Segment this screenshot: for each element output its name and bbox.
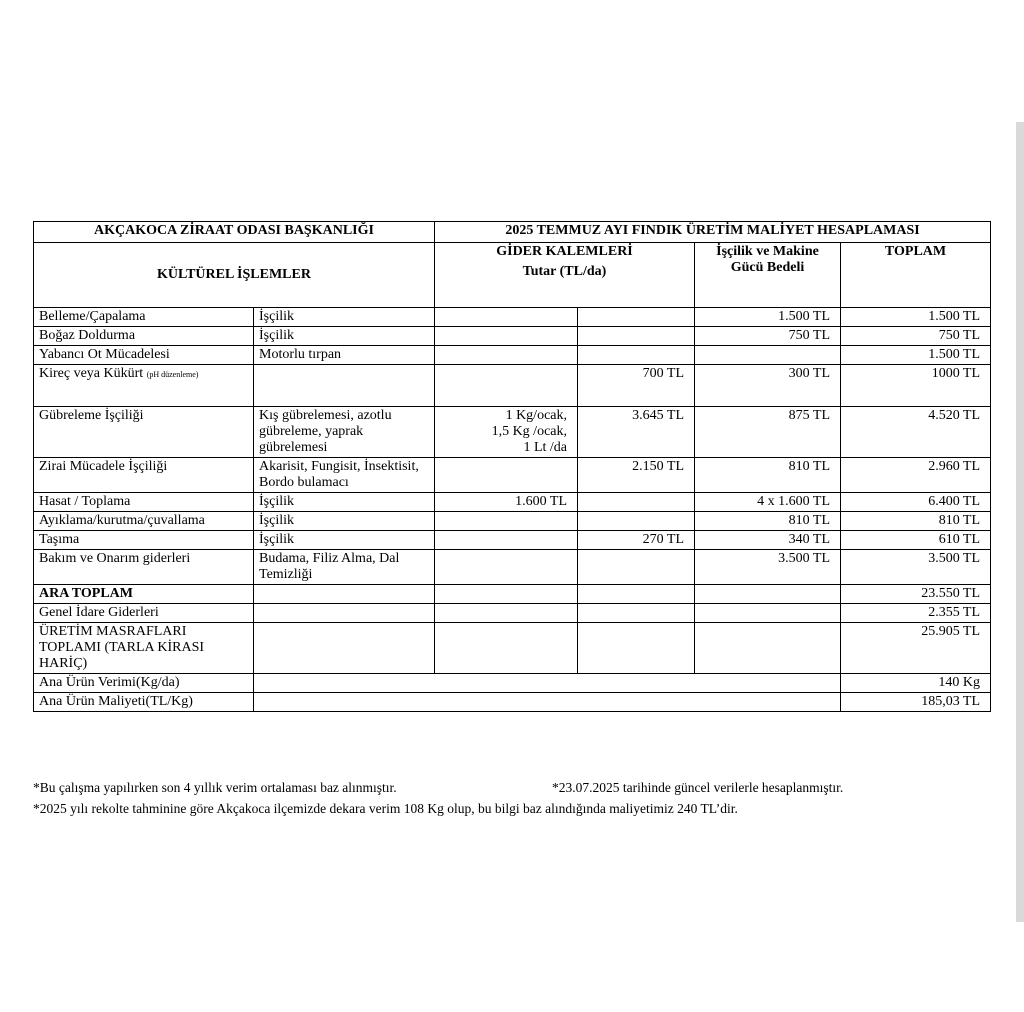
- labor-cell: 810 TL: [695, 512, 841, 531]
- subtotal-row: [34, 585, 991, 604]
- amount-cell: [578, 493, 695, 512]
- total-cell: 6.400 TL: [841, 493, 991, 512]
- qty-cell: [435, 512, 578, 531]
- desc-cell: [254, 365, 435, 407]
- table-row: [34, 346, 991, 365]
- production-row: [34, 623, 991, 674]
- total-cell: 610 TL: [841, 531, 991, 550]
- op-cell: Taşıma: [34, 531, 254, 550]
- qty-line: 1 Kg/ocak,: [505, 408, 567, 423]
- op-cell: Hasat / Toplama: [34, 493, 254, 512]
- table-row: [34, 458, 991, 493]
- op-text: Kireç veya Kükürt: [39, 366, 144, 381]
- total-cell: 1.500 TL: [841, 308, 991, 327]
- cost-table: [33, 221, 991, 712]
- op-cell: Belleme/Çapalama: [34, 308, 254, 327]
- amount-cell: [578, 550, 695, 585]
- total-cell: 4.520 TL: [841, 407, 991, 458]
- total-cell: 1000 TL: [841, 365, 991, 407]
- table-row: [34, 512, 991, 531]
- admin-value: 2.355 TL: [841, 604, 991, 623]
- desc-cell: Kış gübrelemesi, azotlu gübreleme, yaprak gübrelemesi: [254, 407, 435, 458]
- yield-label: Ana Ürün Verimi(Kg/da): [34, 674, 254, 693]
- yield-row: [34, 674, 991, 693]
- total-cell: 3.500 TL: [841, 550, 991, 585]
- admin-label: Genel İdare Giderleri: [34, 604, 254, 623]
- qty-cell: [435, 346, 578, 365]
- labor-cell: 300 TL: [695, 365, 841, 407]
- expense-header: [435, 243, 695, 308]
- amount-cell: 2.150 TL: [578, 458, 695, 493]
- cost-row: [34, 693, 991, 712]
- empty-cell: [435, 604, 578, 623]
- qty-cell: [435, 308, 578, 327]
- empty-cell: [254, 674, 841, 693]
- labor-cell: 750 TL: [695, 327, 841, 346]
- column-header-row: [34, 243, 991, 308]
- op-cell: Gübreleme İşçiliği: [34, 407, 254, 458]
- desc-cell: İşçilik: [254, 493, 435, 512]
- empty-cell: [254, 604, 435, 623]
- production-label: ÜRETİM MASRAFLARI TOPLAMI (TARLA KİRASI HARİÇ): [34, 623, 254, 674]
- expense-label: GİDER KALEMLERİ: [496, 244, 633, 259]
- cost-value: 185,03 TL: [841, 693, 991, 712]
- footnote-date: *23.07.2025 tarihinde güncel verilerle hesaplanmıştır.: [552, 780, 844, 795]
- empty-cell: [435, 623, 578, 674]
- table-row: [34, 327, 991, 346]
- qty-cell: [435, 458, 578, 493]
- qty-cell: [435, 365, 578, 407]
- empty-cell: [435, 585, 578, 604]
- labor-cell: 3.500 TL: [695, 550, 841, 585]
- qty-cell: [435, 550, 578, 585]
- table-row: [34, 493, 991, 512]
- desc-cell: Budama, Filiz Alma, Dal Temizliği: [254, 550, 435, 585]
- desc-cell: İşçilik: [254, 531, 435, 550]
- amount-cell: 270 TL: [578, 531, 695, 550]
- amount-cell: 3.645 TL: [578, 407, 695, 458]
- empty-cell: [578, 604, 695, 623]
- desc-cell: İşçilik: [254, 327, 435, 346]
- total-header: TOPLAM: [841, 243, 991, 308]
- amount-cell: [578, 512, 695, 531]
- op-cell: Boğaz Doldurma: [34, 327, 254, 346]
- empty-cell: [578, 623, 695, 674]
- footnote-2025-estimate: *2025 yılı rekolte tahminine göre Akçakoca ilçemizde dekara verim 108 Kg olup, bu bilgi baz alındığında maliyetimiz 240 TL’dir.: [33, 801, 738, 816]
- cost-label: Ana Ürün Maliyeti(TL/Kg): [34, 693, 254, 712]
- scrollbar-edge: [1016, 122, 1024, 922]
- title-row: [34, 222, 991, 243]
- qty-cell: [435, 327, 578, 346]
- empty-cell: [578, 585, 695, 604]
- desc-cell: Motorlu tırpan: [254, 346, 435, 365]
- qty-cell: 1.600 TL: [435, 493, 578, 512]
- amount-cell: [578, 346, 695, 365]
- org-title: AKÇAKOCA ZİRAAT ODASI BAŞKANLIĞI: [34, 222, 435, 243]
- table-row: [34, 550, 991, 585]
- op-cell: Zirai Mücadele İşçiliği: [34, 458, 254, 493]
- desc-cell: İşçilik: [254, 512, 435, 531]
- qty-cell: [435, 407, 578, 458]
- desc-cell: Akarisit, Fungisit, İnsektisit, Bordo bulamacı: [254, 458, 435, 493]
- total-cell: 810 TL: [841, 512, 991, 531]
- subtotal-value: 23.550 TL: [841, 585, 991, 604]
- empty-cell: [254, 693, 841, 712]
- total-cell: 1.500 TL: [841, 346, 991, 365]
- qty-cell: [435, 531, 578, 550]
- table-row: [34, 531, 991, 550]
- amount-label: Tutar (TL/da): [522, 264, 607, 279]
- labor-label-line2: Gücü Bedeli: [730, 260, 805, 275]
- op-cell: Ayıklama/kurutma/çuvallama: [34, 512, 254, 531]
- table-row: [34, 308, 991, 327]
- op-cell: [34, 365, 254, 407]
- op-note: (pH düzenleme): [146, 370, 199, 379]
- amount-cell: [578, 327, 695, 346]
- empty-cell: [254, 585, 435, 604]
- op-cell: Yabancı Ot Mücadelesi: [34, 346, 254, 365]
- amount-cell: 700 TL: [578, 365, 695, 407]
- admin-row: [34, 604, 991, 623]
- empty-cell: [254, 623, 435, 674]
- total-cell: 750 TL: [841, 327, 991, 346]
- op-cell: Bakım ve Onarım giderleri: [34, 550, 254, 585]
- yield-value: 140 Kg: [841, 674, 991, 693]
- empty-cell: [695, 623, 841, 674]
- production-value: 25.905 TL: [841, 623, 991, 674]
- amount-cell: [578, 308, 695, 327]
- doc-title: 2025 TEMMUZ AYI FINDIK ÜRETİM MALİYET HESAPLAMASI: [435, 222, 991, 243]
- footnote-yield-basis: *Bu çalışma yapılırken son 4 yıllık verim ortalaması baz alınmıştır.: [33, 780, 397, 795]
- labor-label-line1: İşçilik ve Makine: [716, 244, 819, 259]
- empty-cell: [695, 585, 841, 604]
- ops-header: KÜLTÜREL İŞLEMLER: [34, 243, 435, 308]
- qty-line: 1,5 Kg /ocak,: [491, 424, 567, 439]
- labor-cell: 340 TL: [695, 531, 841, 550]
- table-row: [34, 407, 991, 458]
- labor-cell: 810 TL: [695, 458, 841, 493]
- labor-cell: 4 x 1.600 TL: [695, 493, 841, 512]
- labor-header: [695, 243, 841, 308]
- labor-cell: [695, 346, 841, 365]
- subtotal-label: ARA TOPLAM: [34, 585, 254, 604]
- desc-cell: İşçilik: [254, 308, 435, 327]
- empty-cell: [695, 604, 841, 623]
- table-row: [34, 365, 991, 407]
- labor-cell: 1.500 TL: [695, 308, 841, 327]
- qty-line: 1 Lt /da: [523, 440, 567, 455]
- labor-cell: 875 TL: [695, 407, 841, 458]
- total-cell: 2.960 TL: [841, 458, 991, 493]
